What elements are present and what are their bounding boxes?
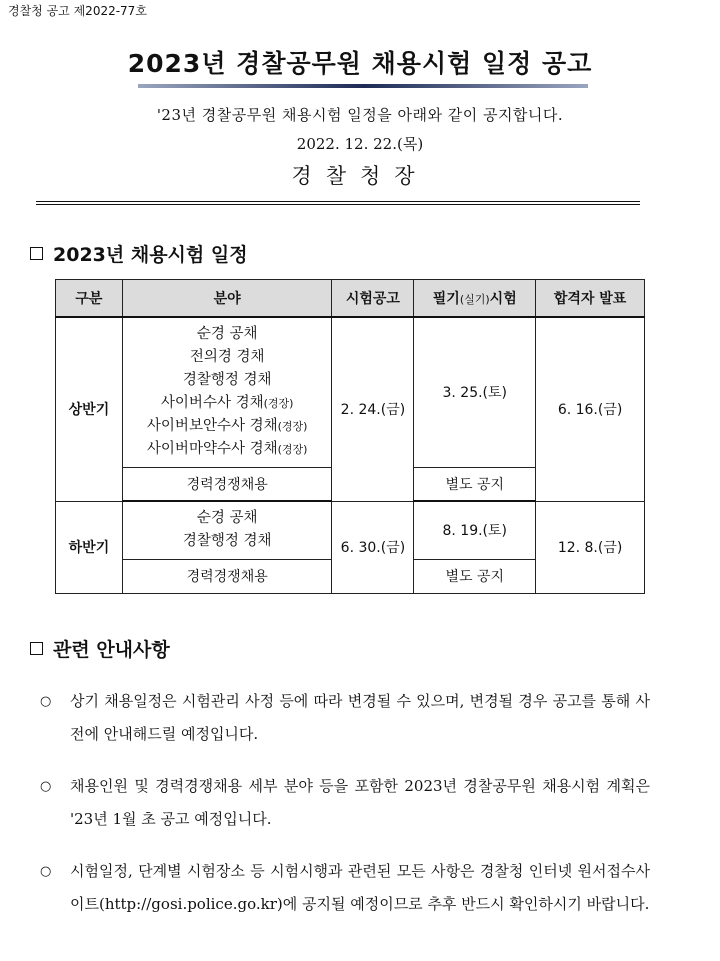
section-heading-notes — [30, 635, 170, 662]
field-item: 사이버보안수사 경채(경장) — [146, 418, 308, 435]
checkbox-icon — [30, 247, 43, 260]
first-half-career-field: 경력경쟁채용 — [122, 467, 332, 501]
schedule-table — [55, 279, 645, 594]
first-half-notice-date: 2. 24.(금) — [332, 317, 414, 501]
first-half-result-date: 6. 16.(금) — [536, 317, 645, 501]
table-row — [56, 501, 645, 559]
first-half-career-written: 별도 공지 — [414, 467, 536, 501]
circle-bullet-icon: ○ — [40, 694, 52, 709]
field-item: 순경 공채 — [196, 510, 258, 527]
second-half-career-written: 별도 공지 — [414, 559, 536, 593]
checkbox-icon — [30, 642, 43, 655]
first-half-fields — [122, 317, 332, 467]
section-title-notes: 관련 안내사항 — [53, 639, 170, 661]
section-title-schedule: 2023년 채용시험 일정 — [53, 244, 248, 266]
bullet-text: 상기 채용일정은 시험관리 사정 등에 따라 변경될 수 있으며, 변경될 경우 공고를 통해 사전에 안내해드릴 예정입니다. — [70, 692, 650, 743]
field-item: 전의경 경채 — [189, 349, 265, 366]
notice-number: 경찰청 공고 제2022-77호 — [8, 4, 147, 18]
first-half-label: 상반기 — [56, 317, 123, 501]
intro-text: '23년 경찰공무원 채용시험 일정을 아래와 같이 공지합니다. — [156, 106, 564, 124]
header-category: 구분 — [56, 280, 123, 318]
field-item: 경찰행정 경채 — [182, 372, 272, 389]
issuer-name: 경찰청장 — [291, 164, 429, 188]
notice-bullet — [40, 770, 650, 836]
circle-bullet-icon: ○ — [40, 779, 52, 794]
title-underline — [138, 84, 588, 88]
notice-bullet — [40, 855, 650, 921]
header-written: 필기(실기)시험 — [414, 280, 536, 318]
second-half-label: 하반기 — [56, 501, 123, 593]
first-half-written-date: 3. 25.(토) — [414, 317, 536, 467]
field-item: 경찰행정 경채 — [182, 533, 272, 550]
header-result: 합격자 발표 — [536, 280, 645, 318]
second-half-written-date: 8. 19.(토) — [414, 501, 536, 559]
announcement-date: 2022. 12. 22.(목) — [296, 135, 424, 153]
second-half-notice-date: 6. 30.(금) — [332, 501, 414, 593]
section-divider — [36, 201, 640, 205]
section-heading-schedule — [30, 240, 248, 267]
circle-bullet-icon: ○ — [40, 864, 52, 879]
table-header-row — [56, 280, 645, 318]
second-half-fields — [122, 501, 332, 559]
header-notice: 시험공고 — [332, 280, 414, 318]
bullet-text: 채용인원 및 경력경쟁채용 세부 분야 등을 포함한 2023년 경찰공무원 채용시험 계획은 '23년 1월 초 공고 예정입니다. — [70, 777, 650, 828]
field-item: 사이버수사 경채(경장) — [160, 395, 294, 412]
header-field: 분야 — [122, 280, 332, 318]
field-item: 사이버마약수사 경채(경장) — [146, 441, 308, 458]
second-half-result-date: 12. 8.(금) — [536, 501, 645, 593]
bullet-text: 시험일정, 단계별 시험장소 등 시험시행과 관련된 모든 사항은 경찰청 인터넷 원서접수사이트(http://gosi.police.go.kr)에 공지될 예정이므로 추후 반드시 확인하시기 바랍니다. — [70, 862, 650, 913]
field-item: 순경 공채 — [196, 326, 258, 343]
page-title: 2023년 경찰공무원 채용시험 일정 공고 — [127, 49, 593, 78]
second-half-career-field: 경력경쟁채용 — [122, 559, 332, 593]
table-row — [56, 317, 645, 467]
notice-bullet — [40, 685, 650, 751]
